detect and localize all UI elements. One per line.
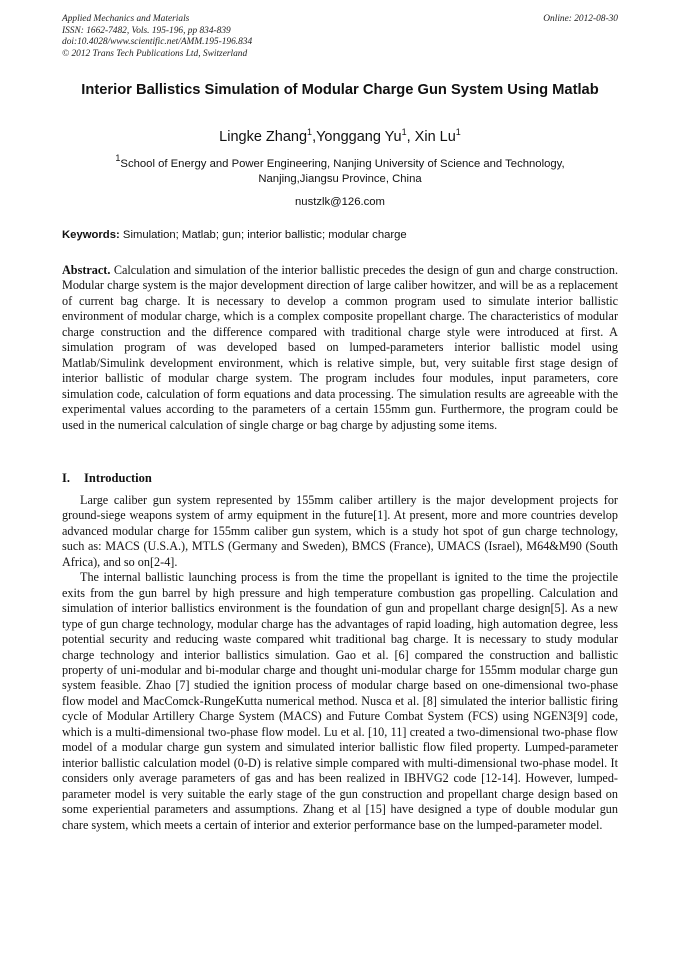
author-name: Yonggang Yu (316, 129, 402, 145)
keywords-label: Keywords: (62, 229, 120, 241)
abstract-text: Calculation and simulation of the interior ballistic precedes the design of gun and charge construction. Modular charge system is the major development direction of large caliber howitzer, and will be as a replacement of current bag charge. It is necessary to develop a common program used to simulate interior ballistic environment of modular charge, which is a complex composite propellant charge. The characteristics of modular charge construction and the difference compared with traditional charge style were introduced at first. A simulation program of was developed based on lumped-parameters interior ballistic model using Matlab/Simulink development environment, which is relative simple, but, very suitable first stage design of interior ballistic of modular charge system. The program includes four modules, input parameters, core simulation code, calculation of form equations and data processing. The simulation results are agreeable with the experimental values according to the parameters of a certain 155mm gun. Furthermore, the program could be used in the numerical calculation of single charge or bag charge by adjusting some items. (62, 263, 619, 432)
introduction-body (62, 493, 618, 833)
journal-copyright: © 2012 Trans Tech Publications Ltd, Switzerland (62, 48, 248, 59)
section-title: Introduction (84, 471, 152, 485)
author-affiliation-mark: 1 (307, 127, 313, 137)
paragraph: The internal ballistic launching process is from the time the propellant is ignited to the time the projectile exits from the gun barrel by high pressure and high temperature combustion gas propelling. Calculation and simulation of interior ballistics environment is the foundation of gun and propellant charge design[5]. As a new type of gun charge technology, modular charge has the advantages of rapid loading, high automation degree, less potential security and reducing waste compared whit traditional bag charge. It is necessary to study modular charge technology and interior ballistics simulation. Gao et al. [6] compared the construction and ballistic property of uni-modular and bi-modular charge and thought uni-modular charge for 155mm modular charge gun system feasible. Zhao [7] studied the ignition process of modular charge based on one-dimensional two-phase flow model and MacComck-RungeKutta numerical method. Nusca et al. [8] simulated the interior ballistic firing cycle of Modular Artillery Charge System (MACS) and Future Combat System (FCS) using NGEN3[9] code, which is a multi-dimensional two-phase flow model. Lu et al. [10, 11] created a two-dimensional two-phase flow model of a modular charge gun system and simulated interior ballistic flow filed property. Lumped-parameter interior ballistic calculation model (0-D) is relative simple compared with multi-dimensional two-phase model. It considers only average parameters of gas and has been realized in IBHVG2 code [12-14]. However, lumped-parameter model is very suitable the early stage of the gun construction and propellant charge design based on some experiential parameters and assumptions. Zhang et al [15] have designed a type of double modular gun chare system, which meets a certain of interior and exterior performance base on the lumped-parameter model. (62, 570, 618, 832)
author-affiliation-mark: 1 (401, 127, 407, 137)
affiliation-line-2: Nanjing,Jiangsu Province, China (258, 173, 422, 185)
section-heading (62, 471, 618, 486)
keywords (62, 228, 618, 242)
affiliation-mark: 1 (115, 153, 121, 163)
affiliation-line-1 (62, 153, 618, 172)
affiliation-text: School of Energy and Power Engineering, Nanjing University of Science and Technology, (120, 158, 565, 170)
paper-title: Interior Ballistics Simulation of Modular Charge Gun System Using Matlab (81, 82, 599, 98)
journal-doi: doi:10.4028/www.scientific.net/AMM.195-196.834 (62, 37, 253, 47)
author-email: nustzlk@126.com (295, 196, 385, 208)
paragraph: Large caliber gun system represented by 155mm caliber artillery is the major development projects for ground-siege weapons system of army equipment in the future[1]. At present, more and more countries develop advanced modular charge for 155mm caliber gun system, which is a study hot spot of gun charge technology, such as: MACS (U.S.A.), MTLS (Germany and Sweden), BMCS (France), UMACS (Israel), M64&M90 (South Africa), and so on[2-4]. (62, 493, 618, 569)
journal-header (62, 14, 618, 60)
author-separator: , (312, 129, 317, 145)
section-number: I. (62, 471, 70, 485)
author-name: Lingke Zhang (219, 129, 308, 145)
author-affiliation-mark: 1 (455, 127, 461, 137)
author-separator: , (406, 129, 415, 145)
abstract-label: Abstract. (62, 263, 111, 277)
online-date: Online: 2012-08-30 (543, 14, 618, 24)
abstract (62, 263, 618, 433)
journal-info (62, 14, 618, 60)
journal-name: Applied Mechanics and Materials (62, 14, 190, 24)
journal-issn: ISSN: 1662-7482, Vols. 195-196, pp 834-839 (62, 25, 231, 36)
author-name: Xin Lu (414, 129, 456, 145)
keywords-text: Simulation; Matlab; gun; interior ballistic; modular charge (122, 229, 407, 241)
affiliation (62, 153, 618, 187)
author-list (62, 128, 618, 146)
